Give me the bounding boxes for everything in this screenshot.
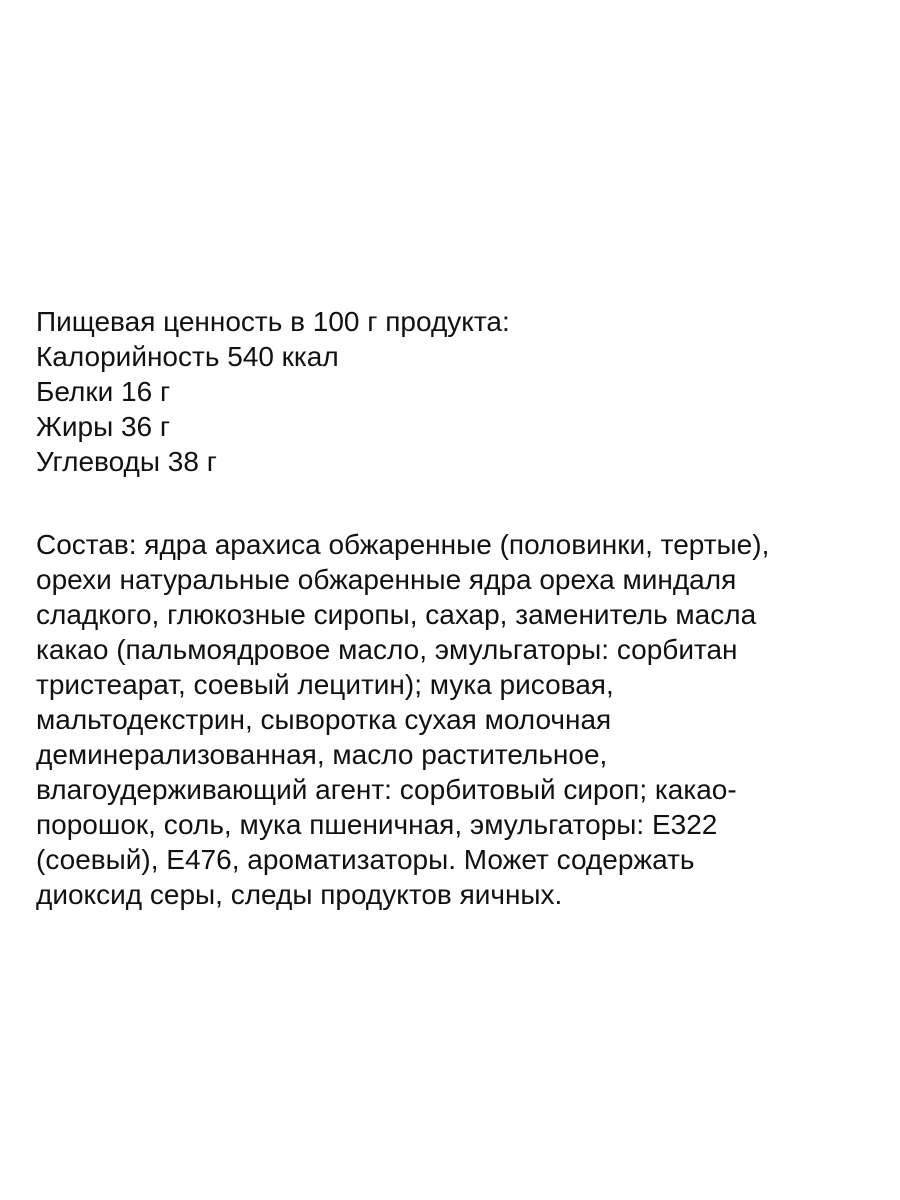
nutrition-carbohydrates: Углеводы 38 г: [36, 446, 217, 477]
composition-line: какао (пальмоядровое масло, эмульгаторы: сорбитан: [36, 634, 738, 665]
composition-line: деминерализованная, масло растительное,: [36, 739, 608, 770]
composition-line: диоксид серы, следы продуктов яичных.: [36, 879, 563, 910]
composition-line: тристеарат, соевый лецитин); мука рисовая,: [36, 669, 614, 700]
nutrition-fat: Жиры 36 г: [36, 411, 171, 442]
nutrition-calories: Калорийность 540 ккал: [36, 341, 339, 372]
composition-line: мальтодекстрин, сыворотка сухая молочная: [36, 704, 612, 735]
composition-line: влагоудерживающий агент: сорбитовый сироп; какао-: [36, 774, 737, 805]
nutrition-facts: [36, 304, 876, 479]
composition-line: сладкого, глюкозные сиропы, сахар, заменитель масла: [36, 599, 757, 630]
composition-line: Состав: ядра арахиса обжаренные (половинки, тертые),: [36, 529, 770, 560]
composition-line: (соевый), Е476, ароматизаторы. Может содержать: [36, 844, 695, 875]
ingredients-composition: [36, 527, 876, 912]
nutrition-protein: Белки 16 г: [36, 376, 171, 407]
composition-line: порошок, соль, мука пшеничная, эмульгаторы: Е322: [36, 809, 718, 840]
composition-line: орехи натуральные обжаренные ядра ореха миндаля: [36, 564, 737, 595]
nutrition-heading: Пищевая ценность в 100 г продукта:: [36, 306, 510, 337]
product-info-document: [36, 304, 876, 912]
